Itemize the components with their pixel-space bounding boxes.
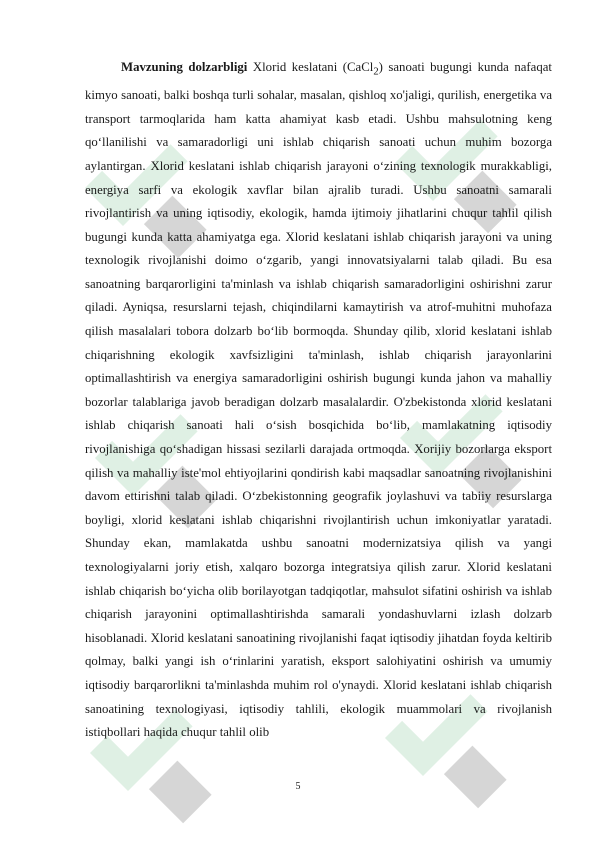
paragraph-body: ) sanoati bugungi kunda nafaqat kimyo sanoati, balki boshqa turli sohalar, masalan, qishloq xo'jaligi, qurilish, energetika va transport tarmoqlarida ham katta ahamiyat kasb etadi. Ushbu mahsulotning keng qo‘llanilishi va samaradorligi uni ishlab chiqarish sanoati uchun muhim bozorga aylantirgan. Xlorid keslatani ishlab chiqarish jarayoni o‘zining texnologik murakkabligi, energiya sarfi va ekologik xavflar bilan ajralib turadi. Ushbu sanoatni samarali rivojlantirish va uning iqtisodiy, ekologik, hamda ijtimoiy jihatlarini chuqur tahlil qilish bugungi kunda katta ahamiyatga ega. Xlorid keslatani ishlab chiqarish jarayoni va uning texnologik rivojlanishi doimo o‘zgarib, yangi innovatsiyalarni talab qiladi. Bu esa sanoatning barqarorligini ta'minlash va ishlab chiqarish samaradorligini oshirishni zarur qiladi. Ayniqsa, resurslarni tejash, chiqindilarni kamaytirish va atrof-muhitni muhofaza qilish masalalari tobora dolzarb bo‘lib bormoqda. Shunday qilib, xlorid keslatani ishlab chiqarishning ekologik xavfsizligini ta'minlash, ishlab chiqarish jarayonlarini optimallashtirish va energiya samaradorligini oshirish bugungi kunda jahon va mahalliy bozorlar talablariga javob beradigan dolzarb masalalardir. O'zbekistonda xlorid keslatani ishlab chiqarish sanoati hali o‘sish bosqichida bo‘lib, mamlakatning iqtisodiy rivojlanishiga qo‘shadigan hissasi sezilarli darajada ortmoqda. Xorijiy bozorlarga eksport qilish va mahalliy iste'mol ehtiyojlarini qondirish kabi maqsadlar sanoatning rivojlanishini davom ettirishni talab qiladi. O‘zbekistonning geografik joylashuvi va tabiiy resurslarga boyligi, xlorid keslatani ishlab chiqarishni rivojlantirish uchun imkoniyatlar yaratadi. Shunday ekan, mamlakatda ushbu sanoatni modernizatsiya qilish va yangi texnologiyalarni joriy etish, xalqaro bozorga integratsiya qilish zarur. Xlorid keslatani ishlab chiqarish bo‘yicha olib borilayotgan tadqiqotlar, mahsulot sifatini oshirish va ishlab chiqarish jarayonini optimallashtirishda samarali yondashuvlarni izlash dolzarb hisoblanadi. Xlorid keslatani sanoatining rivojlanishi faqat iqtisodiy jihatdan foyda keltirib qolmay, balki yangi ish o‘rinlarini yaratish, eksport salohiyatini oshirish va umumiy iqtisodiy barqarorlikni ta'minlashda muhim rol o'ynaydi. Xlorid keslatani ishlab chiqarish sanoatining texnologiyasi, iqtisodiy tahlili, ekologik muammolari va rivojlanish istiqbollari haqida chuqur tahlil olib: [85, 60, 552, 740]
page-number: 5: [295, 781, 301, 792]
body-paragraph: [85, 56, 552, 745]
section-heading: Mavzuning dolzarbligi: [121, 60, 248, 74]
intro-text: Xlorid keslatani (CaCl: [247, 60, 374, 74]
formula-subscript: 2: [373, 66, 379, 78]
